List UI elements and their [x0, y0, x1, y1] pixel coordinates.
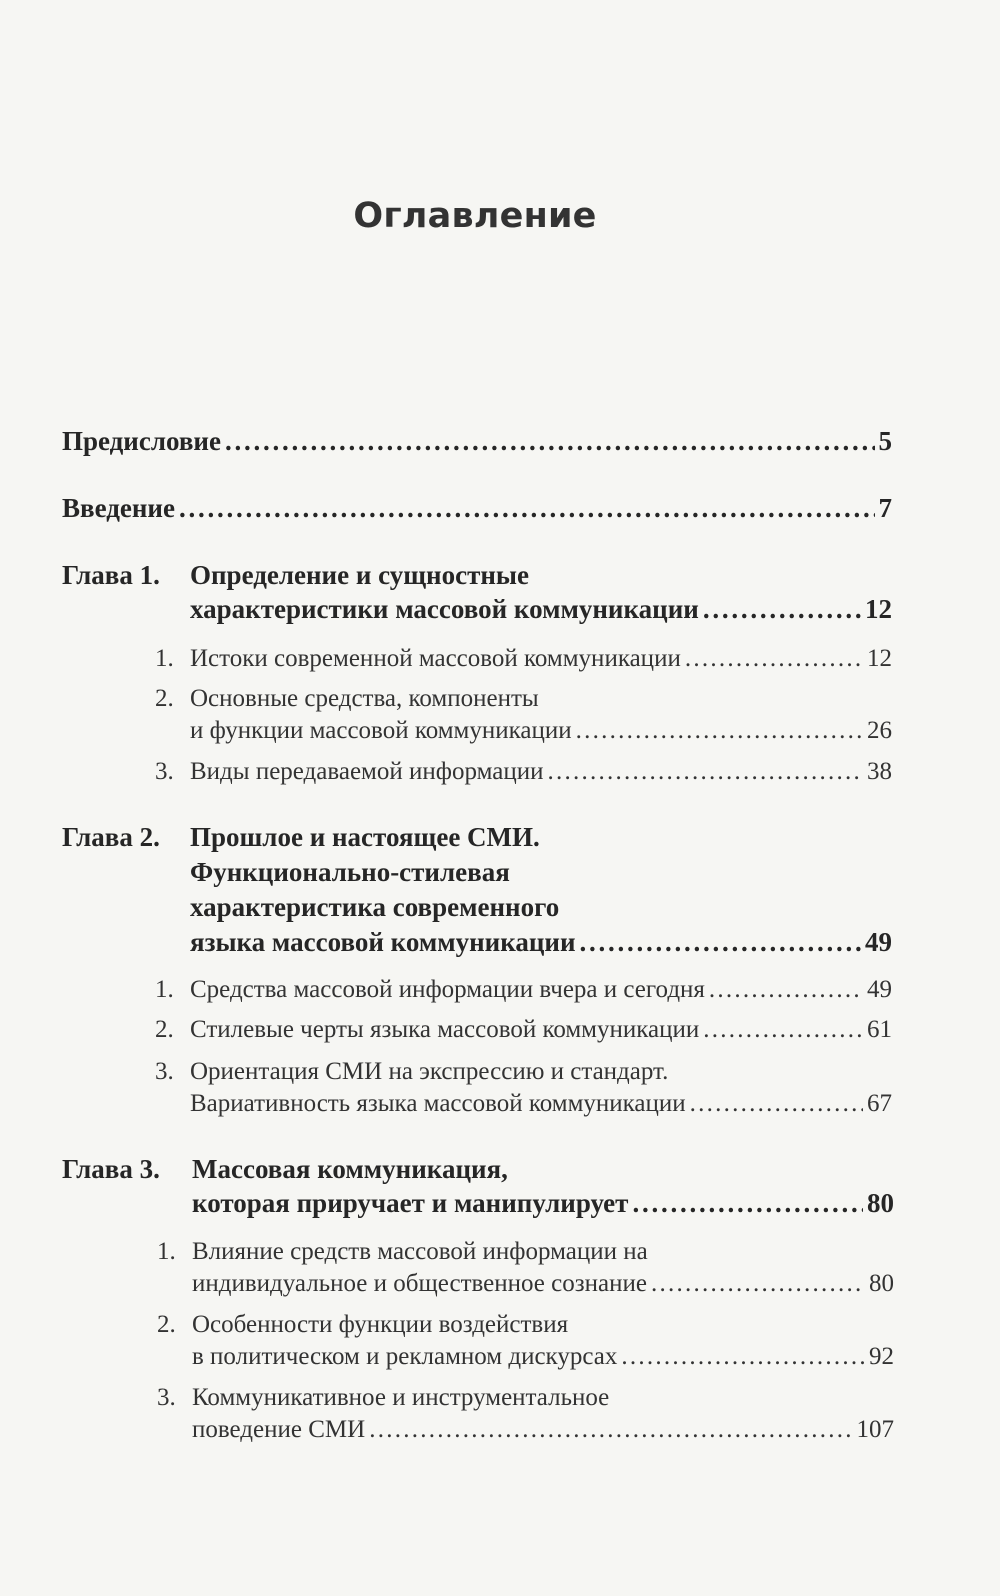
- page-number: 49: [867, 976, 892, 1003]
- section-entry: Виды передаваемой информации . . . 38: [190, 758, 892, 786]
- section-number: 2.: [155, 1016, 174, 1043]
- page-number: 107: [856, 1416, 894, 1443]
- section-number: 3.: [157, 1384, 176, 1411]
- page-number: 38: [867, 758, 892, 785]
- chapter-title-last-line: которая приручает и манипулирует . . . 80: [192, 1188, 894, 1219]
- chapter-title-last-line: характеристики массовой коммуникации . . . 12: [190, 594, 892, 625]
- section-line: Ориентация СМИ на экспрессию и стандарт.: [190, 1058, 669, 1085]
- chapter-title-line: Определение и сущностные: [190, 560, 529, 590]
- section-entry: и функции массовой коммуникации . . . 26: [190, 717, 892, 745]
- dot-leader: [685, 645, 863, 673]
- chapter-title-line: Массовая коммуникация,: [192, 1154, 508, 1184]
- section-entry: в политическом и рекламном дискурсах . . . 92: [192, 1343, 894, 1371]
- section-number: 1.: [155, 976, 174, 1003]
- dot-leader: [225, 426, 875, 457]
- page-number: 67: [867, 1090, 892, 1117]
- dot-leader: [703, 1016, 863, 1044]
- section-line: Основные средства, компоненты: [190, 685, 539, 712]
- section-line: Особенности функции воздействия: [192, 1311, 569, 1338]
- toc-entry-intro: [62, 493, 892, 524]
- dot-leader: [547, 758, 863, 786]
- section-line: Коммуникативное и инструментальное: [192, 1384, 610, 1411]
- chapter-label: Глава 2.: [62, 822, 160, 852]
- page-number: 92: [869, 1343, 894, 1370]
- section-number: 1.: [157, 1238, 176, 1265]
- toc-entry-preface: [62, 426, 892, 457]
- page-number: 12: [865, 594, 892, 624]
- chapter-label: Глава 1.: [62, 560, 160, 590]
- dot-leader: [651, 1270, 865, 1298]
- section-entry: Вариативность языка массовой коммуникации . . . 67: [190, 1090, 892, 1118]
- dot-leader: [580, 927, 861, 958]
- section-entry: Стилевые черты языка массовой коммуникации . . . 61: [190, 1016, 892, 1044]
- chapter-label: Глава 3.: [62, 1154, 160, 1184]
- page-number: 12: [867, 645, 892, 672]
- chapter-title-line: характеристика современного: [190, 892, 560, 922]
- section-number: 1.: [155, 645, 174, 672]
- page-title: Оглавление: [353, 196, 597, 236]
- page-number: 80: [867, 1188, 894, 1218]
- dot-leader: [703, 594, 861, 625]
- page-number: 26: [867, 717, 892, 744]
- dot-leader: [690, 1090, 863, 1118]
- dot-leader: [709, 976, 863, 1004]
- section-number: 3.: [155, 1058, 174, 1085]
- page-number: 7: [878, 493, 892, 523]
- dot-leader: [621, 1343, 865, 1371]
- section-entry: Истоки современной массовой коммуникации . . . 12: [190, 645, 892, 673]
- entry-label: Предисловие: [62, 426, 221, 456]
- chapter-title-line: Прошлое и настоящее СМИ.: [190, 822, 540, 852]
- chapter-title-line: Функционально-стилевая: [190, 857, 510, 887]
- section-number: 3.: [155, 758, 174, 785]
- section-entry: индивидуальное и общественное сознание . . . 80: [192, 1270, 894, 1298]
- section-line: Влияние средств массовой информации на: [192, 1238, 648, 1265]
- dot-leader: [576, 717, 863, 745]
- page-number: 5: [878, 426, 892, 456]
- dot-leader: [179, 493, 875, 524]
- section-number: 2.: [155, 685, 174, 712]
- section-entry: поведение СМИ . . . 107: [192, 1416, 894, 1444]
- section-entry: Средства массовой информации вчера и сегодня . . . 49: [190, 976, 892, 1004]
- page-number: 61: [867, 1016, 892, 1043]
- dot-leader: [369, 1416, 852, 1444]
- page-number: 49: [865, 927, 892, 957]
- dot-leader: [632, 1188, 863, 1219]
- section-number: 2.: [157, 1311, 176, 1338]
- entry-label: Введение: [62, 493, 175, 523]
- chapter-title-last-line: языка массовой коммуникации . . . 49: [190, 927, 892, 958]
- page-number: 80: [869, 1270, 894, 1297]
